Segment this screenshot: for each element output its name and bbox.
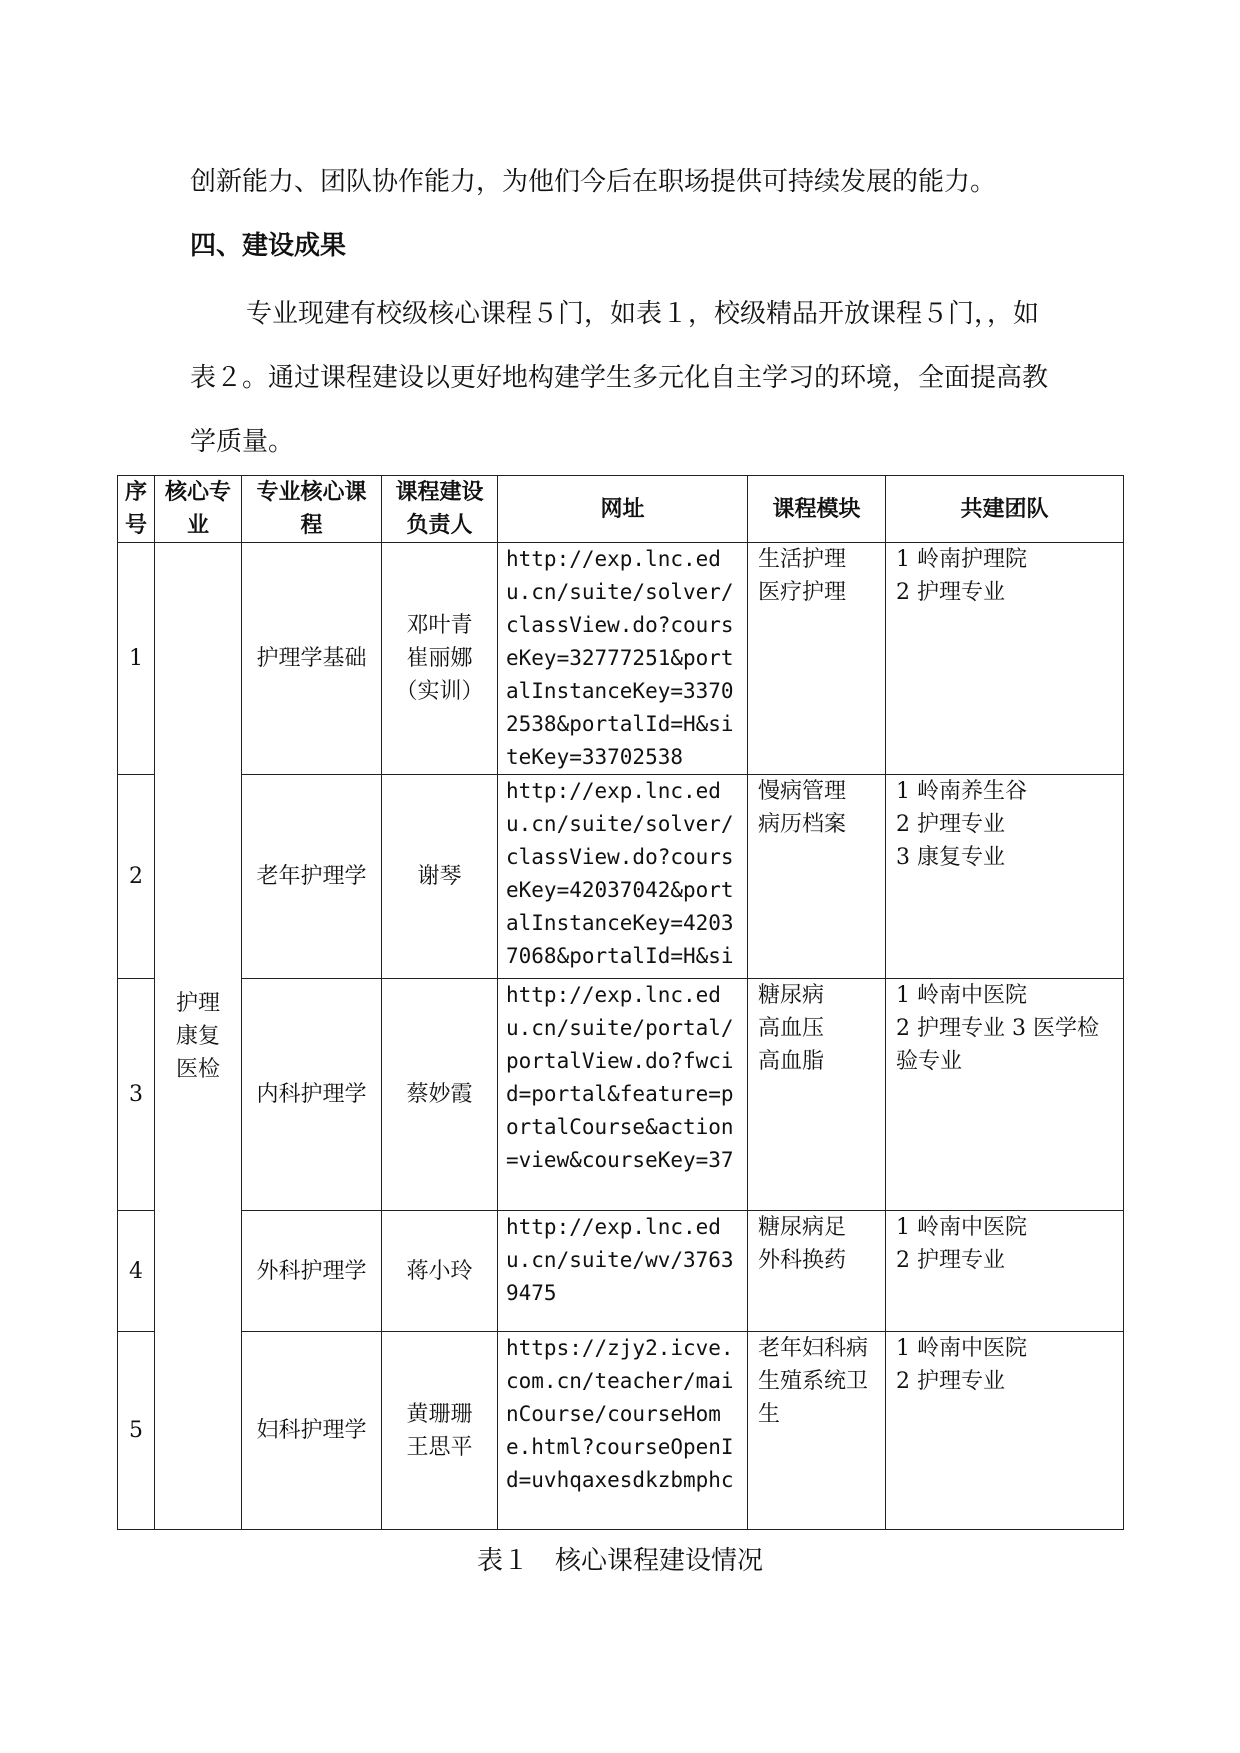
course-url-text: http://exp.lnc.edu.cn/suite/solver/classView.do?courseKey=32777251&portalInstanceKey=33702538&portalId=H&siteKey=33702538 [506, 547, 734, 769]
cell-line: 1 岭南中医院 [896, 1215, 1027, 1240]
course-url-text: http://exp.lnc.edu.cn/suite/wv/37639475 [506, 1215, 734, 1305]
paragraph-results: 专业现建有校级核心课程５门，如表１，校级精品开放课程５门，，如表２。通过课程建设以更好地构建学生多元化自主学习的环境，全面提高教学质量。 [190, 299, 1049, 457]
cell-line: 谢琴 [417, 864, 462, 889]
cell-line: （实训） [395, 679, 484, 704]
cell-owner [382, 1211, 498, 1332]
cell-line: 糖尿病 [758, 983, 825, 1008]
cell-major [155, 543, 242, 1530]
cell-line: 生活护理 [758, 547, 847, 572]
cell-line: 糖尿病足 [758, 1215, 847, 1240]
cell-line: 2 护理专业 [896, 580, 1005, 605]
cell-line: 崔丽娜 [406, 646, 473, 671]
cell-line: 2 护理专业 [896, 1248, 1005, 1273]
cell-line: 医检 [175, 1056, 220, 1082]
table-row [118, 775, 1124, 979]
cell-line: 3 康复专业 [896, 845, 1005, 870]
paragraph-intro-end: 创新能力、团队协作能力，为他们今后在职场提供可持续发展的能力。 [190, 167, 997, 197]
cell-course: 外科护理学 [242, 1211, 382, 1332]
cell-course: 妇科护理学 [242, 1332, 382, 1530]
cell-seq: 3 [118, 979, 155, 1211]
header-team: 共建团队 [886, 476, 1124, 543]
cell-line: 2 护理专业 [896, 1369, 1005, 1394]
cell-line: 高血脂 [758, 1049, 825, 1074]
cell-line: 外科换药 [758, 1248, 847, 1273]
course-url-text: http://exp.lnc.edu.cn/suite/portal/portalView.do?fwcid=portal&feature=portalCourse&action=view&courseKey=37 [506, 983, 734, 1172]
header-module: 课程模块 [748, 476, 886, 543]
cell-url [498, 1332, 748, 1530]
cell-seq: 1 [118, 543, 155, 775]
cell-seq: 5 [118, 1332, 155, 1530]
cell-owner [382, 775, 498, 979]
cell-line: 病历档案 [758, 812, 847, 837]
table-row [118, 979, 1124, 1211]
cell-course: 老年护理学 [242, 775, 382, 979]
cell-line: 慢病管理 [758, 779, 847, 804]
header-course: 专业核心课程 [242, 476, 382, 543]
cell-team [886, 979, 1124, 1211]
cell-line: 1 岭南护理院 [896, 547, 1027, 572]
cell-line: 王思平 [406, 1434, 473, 1460]
cell-course: 护理学基础 [242, 543, 382, 775]
cell-owner [382, 543, 498, 775]
cell-course: 内科护理学 [242, 979, 382, 1211]
table-row [118, 1211, 1124, 1332]
cell-line: 黄珊珊 [406, 1401, 473, 1427]
cell-module [748, 1211, 886, 1332]
cell-line: 2 护理专业 3 医学检验专业 [896, 1016, 1099, 1074]
header-url: 网址 [498, 476, 748, 543]
cell-line: 1 岭南养生谷 [896, 779, 1027, 804]
cell-seq: 4 [118, 1211, 155, 1332]
cell-module [748, 543, 886, 775]
cell-team [886, 775, 1124, 979]
cell-team [886, 1211, 1124, 1332]
cell-line: 护理 [175, 990, 220, 1016]
header-seq: 序号 [118, 476, 155, 543]
cell-line: 老年妇科病生殖系统卫生 [758, 1336, 869, 1427]
cell-owner [382, 1332, 498, 1530]
course-url-text: http://exp.lnc.edu.cn/suite/solver/classView.do?courseKey=42037042&portalInstanceKey=42037068&portalId=H&si [506, 779, 734, 968]
cell-url [498, 979, 748, 1211]
cell-line: 蒋小玲 [406, 1258, 473, 1284]
cell-owner [382, 979, 498, 1211]
cell-line: 1 岭南中医院 [896, 983, 1027, 1008]
cell-seq: 2 [118, 775, 155, 979]
header-major: 核心专业 [155, 476, 242, 543]
cell-module [748, 979, 886, 1211]
cell-url [498, 543, 748, 775]
cell-team [886, 543, 1124, 775]
section-heading: 四、建设成果 [190, 231, 347, 261]
cell-line: 1 岭南中医院 [896, 1336, 1027, 1361]
table-caption: 表１ 核心课程建设情况 [476, 1546, 763, 1576]
cell-url [498, 775, 748, 979]
cell-team [886, 1332, 1124, 1530]
table-row [118, 1332, 1124, 1530]
cell-url [498, 1211, 748, 1332]
cell-line: 高血压 [758, 1016, 825, 1041]
table-header-row [118, 476, 1124, 543]
cell-module [748, 775, 886, 979]
cell-line: 康复 [175, 1023, 220, 1049]
core-course-table [117, 475, 1124, 1530]
cell-line: 蔡妙霞 [406, 1082, 473, 1107]
cell-line: 邓叶青 [406, 613, 473, 638]
cell-line: 医疗护理 [758, 580, 847, 605]
table-row [118, 543, 1124, 775]
course-url-text: https://zjy2.icve.com.cn/teacher/mainCourse/courseHome.html?courseOpenId=uvhqaxesdkzbmphc [506, 1336, 734, 1492]
header-owner: 课程建设负责人 [382, 476, 498, 543]
cell-module [748, 1332, 886, 1530]
cell-line: 2 护理专业 [896, 812, 1005, 837]
